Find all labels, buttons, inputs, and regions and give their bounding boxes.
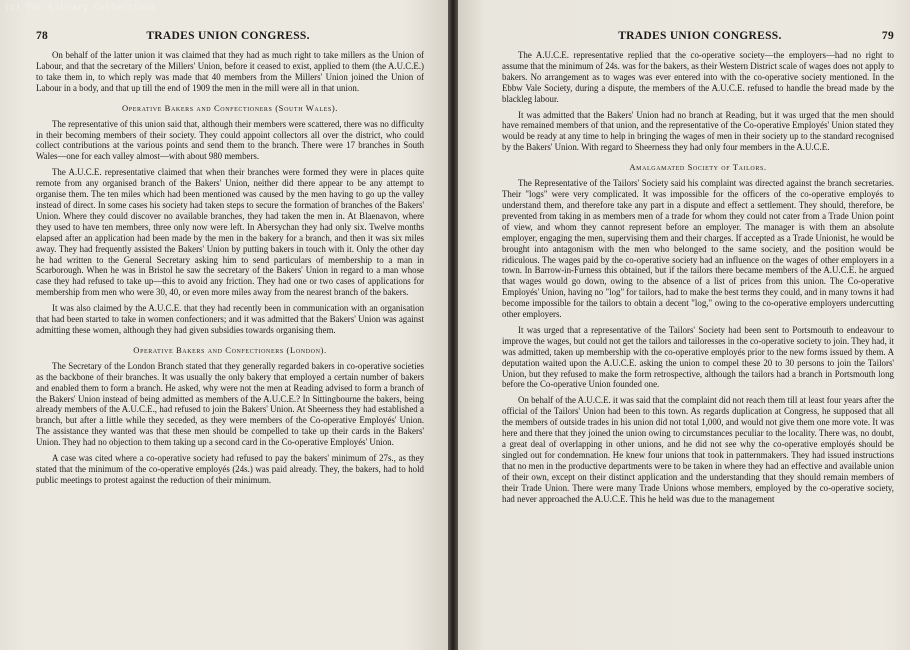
section-intro xyxy=(36,50,424,94)
watermark: (c) TUC Library Collections xyxy=(4,3,156,13)
book-gutter xyxy=(448,0,458,650)
paragraph: The Secretary of the London Branch stated that they generally regarded bakers in co-operative societies as the backbone of their branches. It was usually the only bakery that employed a certain number of bakers and enabled them to form a branch. He asked, why were not the men at Reading advised to form a branch of the Bakers' Union instead of being admitted as members of the A.U.C.E.? In Sittingbourne the bakers, being already members of the A.U.C.E., had refused to join the Bakers' Union. At Sheerness they had established a branch, but after a little while they seceded, as they were members of the Co-operative Employés' Union. The assistance they wanted was that these men should be compelled to take up their cards in the Bakers' Union. They had no objection to them taking up a second card in the Co-operative Employés' Union. xyxy=(36,360,424,448)
right-page xyxy=(458,0,910,650)
section-heading: Amalgamated Society of Tailors. xyxy=(629,162,767,173)
paragraph: The representative of this union said that, although their members were scattered, there was no difficulty in their becoming members of their society. They could appoint collectors all over the district, who could collect contributions at the various points and send them to the branch. There were 17 branches in South Wales—one for each valley almost—with about 980 members. xyxy=(36,118,424,162)
paragraph: It was urged that a representative of the Tailors' Society had been sent to Portsmouth to endeavour to improve the wages, but could not get the tailors and tailoresses in the co-operative society to join. They had, it was admitted, taken up membership with the co-operative employés prior to the new forms issued by them. A deputation waited upon the A.U.C.E. asking the union to compel these 20 to 30 persons to join the Tailors' Union, but they refused to make the form retrospective, although the tailors had a branch in Portsmouth long before the Co-operative Union founded one. xyxy=(502,324,894,390)
paragraph: A case was cited where a co-operative society had refused to pay the bakers' minimum of 27s., as they stated that the minimum of the co-operative employés (24s.) was paid already. They, the bakers, had to hold public meetings to protest against the reduction of their minimum. xyxy=(36,453,424,485)
running-head-title: TRADES UNION CONGRESS. xyxy=(618,30,782,42)
page-number: 78 xyxy=(36,30,49,42)
left-page xyxy=(0,0,448,650)
paragraph: On behalf of the A.U.C.E. it was said that the complaint did not reach them till at least four years after the official of the Tailors' Union had been to this town. As regards duplication at Congress, he supposed that all the members of outside trades in his union did not total 1,000, and would not give them one more vote. It was here and there that they joined the union owing to circumstances peculiar to the locality. There was, no doubt, a great deal of overlapping in other unions, and he did not see why the co-operative employés should be singled out for condemnation. He knew four unions that took in patternmakers. They had issued instructions that no men in the productive departments were to be taken in where they had an effective and available union of their own, except on their distinct application and the understanding that they should remain members of their Trade Union. There were many Trade Unions whose members, employed by the co-operative society, had never approached the A.U.C.E. This he held was due to the management xyxy=(502,395,894,504)
paragraph: The A.U.C.E. representative replied that the co-operative society—the employers—had no right to assume that the minimum of 24s. was for the bakers, as their Western District scale of wages does not apply to bakers. No arrangement as to wages was ever entered into with the co-operative society mentioned. In the Ebbw Vale Society, during a dispute, the members of the A.U.C.E. refused to handle the bread made by the blackleg labour. xyxy=(502,50,894,104)
running-head-title: TRADES UNION CONGRESS. xyxy=(146,30,310,42)
section-london xyxy=(36,361,424,486)
running-head xyxy=(36,30,424,42)
section-heading: Operative Bakers and Confectioners (London). xyxy=(133,344,327,355)
page-number: 79 xyxy=(881,30,894,42)
paragraph: It was also claimed by the A.U.C.E. that they had recently been in communication with an organisation that had been started to take in women confectioners; and it was admitted that the Bakers' Union was against admitting these women, although they had given subsidies towards organising them. xyxy=(36,303,424,335)
paragraph: On behalf of the latter union it was claimed that they had as much right to take millers as the Union of Labour, and that the secretary of the Millers' Union, before it ceased to exist, applied to them (the A.U.C.E.) to take them in, to which reply was made that 40 members from the Millers' Union joined the Union of Labour in a body, and that up till the end of 1909 the men in the mill were all in that union. xyxy=(36,50,424,93)
paragraph: The A.U.C.E. representative claimed that when their branches were formed they were in places quite remote from any organised branch of the Bakers' Union, neither did there appear to be any attempt to organise them. The ten miles which had been mentioned was caused by the men having to go up the valley instead of direct. In some cases his society had taken steps to secure the formation of branches of the Bakers' Union. Where they could discover no available branches, they had taken the men in. At Blaenavon, where they used to have ten members, three only now were left. In Abersychan they had only six. Twelve months elapsed after an application had been made by the men in the bakery for a branch, and then it was six miles away. They had frequently assisted the Bakers' Union by putting bakers in touch with it. Only the other day he had written to the General Secretary asking him to send particulars of membership to a man in Scarborough. When he was in Bristol he saw the secretary of the Bakers' Union in regard to a man whose case they had refused to take up—this to avoid any friction. They had one or two cases of applications for membership from men who were 30, 40, or even more miles away from the nearest branch of the bakers. xyxy=(36,167,424,298)
section-tailors xyxy=(502,178,894,504)
paragraph: It was admitted that the Bakers' Union had no branch at Reading, but it was urged that the men should have remained members of that union, and the representative of the Co-operative Employés' Union stated they would be ready at any time to help in bringing the wages of men in their society up to the standard recognised by the Bakers' Union. With regard to Sheerness they had only four members in the A.U.C.E. xyxy=(502,109,894,153)
running-head xyxy=(502,30,894,42)
section-heading: Operative Bakers and Confectioners (South Wales). xyxy=(121,102,339,113)
paragraph: The Representative of the Tailors' Society said his complaint was directed against the branch secretaries. Their "logs" were very complicated. It was impossible for the officers of the co-operative employés to understand them, and therefore take any part in a dispute and effect a settlement. They should, therefore, be prevented from taking in as members men of a trade for whom they could not cater from a Trade Union point of view, and whom they cannot represent before an employer. The manager is with them an absolute employer, engaging the men, supervising them and their charges. If accepted as a Trade Unionist, he would be brought into antagonism with the men who belonged to the same society, and the position would be ridiculous. The wages paid by the co-operative society had an influence on the wages of other employers in a town. In Barrow-in-Furness this obtained, but if the tailors there became members of the A.U.C.E. he argued that wages would go down, owing to the absence of a list of prices from this union. The Co-operative Employés' Union, having no "log" for tailors, had to make the best terms they could, and in many towns it had become impossible for the tailors to obtain a decent "log," owing to the co-operative employers undercutting other employers. xyxy=(502,178,894,320)
section-bakers-reply xyxy=(502,50,894,153)
section-south-wales xyxy=(36,119,424,336)
